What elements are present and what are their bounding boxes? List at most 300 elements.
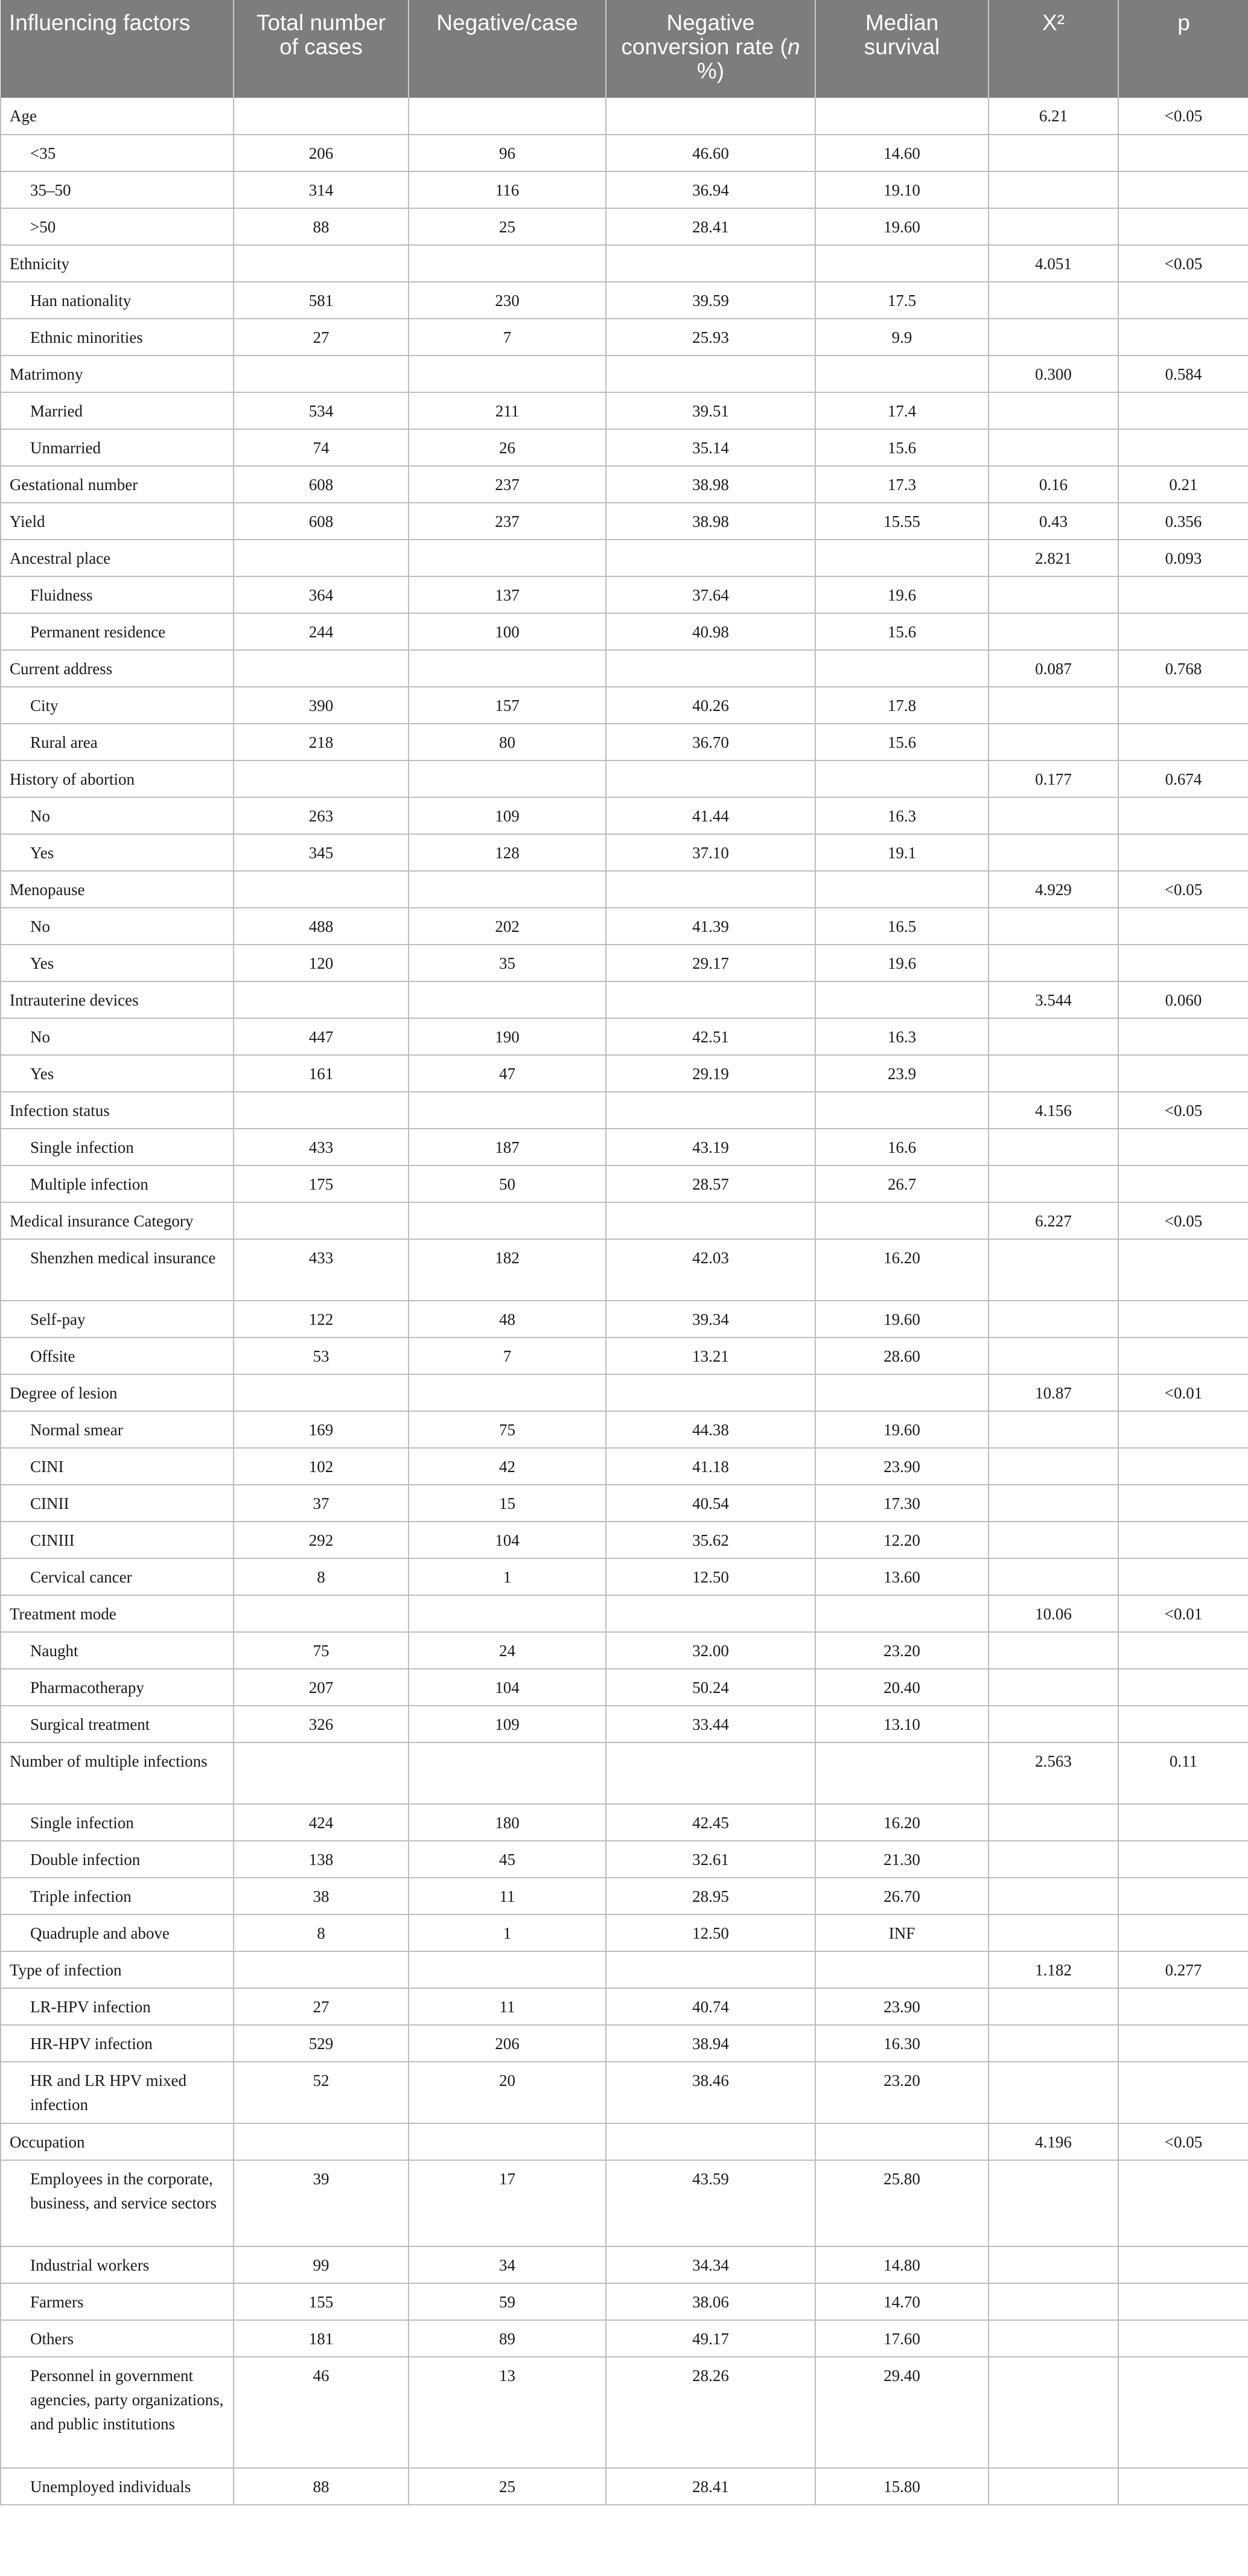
median-survival-cell: 17.8 bbox=[815, 687, 989, 724]
negative-case-cell: 104 bbox=[409, 1669, 606, 1706]
total-cases-cell: 364 bbox=[234, 576, 409, 613]
total-cases-cell: 218 bbox=[234, 724, 409, 760]
p-value-cell bbox=[1118, 834, 1248, 871]
table-row bbox=[1, 2320, 1248, 2357]
factor-cell: HR-HPV infection bbox=[1, 2025, 234, 2062]
p-value-cell bbox=[1118, 2357, 1248, 2468]
total-cases-cell: 46 bbox=[234, 2357, 409, 2468]
negative-case-cell: 211 bbox=[409, 392, 606, 429]
chi-square-cell bbox=[989, 687, 1118, 724]
p-value-cell bbox=[1118, 1632, 1248, 1669]
median-survival-cell: 16.3 bbox=[815, 1018, 989, 1055]
total-cases-cell: 8 bbox=[234, 1558, 409, 1595]
factor-cell: Han nationality bbox=[1, 282, 234, 319]
total-cases-cell: 534 bbox=[234, 392, 409, 429]
total-cases-cell: 155 bbox=[234, 2283, 409, 2320]
median-survival-cell: INF bbox=[815, 1914, 989, 1951]
chi-square-cell: 0.43 bbox=[989, 503, 1118, 540]
factor-cell: Fluidness bbox=[1, 576, 234, 613]
conversion-rate-cell: 39.51 bbox=[606, 392, 815, 429]
p-value-cell: <0.01 bbox=[1118, 1374, 1248, 1411]
chi-square-cell bbox=[989, 282, 1118, 319]
factor-cell: Multiple infection bbox=[1, 1165, 234, 1202]
factor-cell: Double infection bbox=[1, 1841, 234, 1878]
factor-cell: Offsite bbox=[1, 1337, 234, 1374]
table-row bbox=[1, 1411, 1248, 1448]
chi-square-cell bbox=[989, 1055, 1118, 1092]
total-cases-cell: 120 bbox=[234, 945, 409, 981]
chi-square-cell: 3.544 bbox=[989, 981, 1118, 1018]
factor-cell: No bbox=[1, 797, 234, 834]
total-cases-cell: 529 bbox=[234, 2025, 409, 2062]
factor-cell: Farmers bbox=[1, 2283, 234, 2320]
p-value-cell bbox=[1118, 908, 1248, 945]
header-row bbox=[1, 0, 1248, 98]
total-cases-cell bbox=[234, 1092, 409, 1129]
median-survival-cell: 19.60 bbox=[815, 208, 989, 245]
p-value-cell bbox=[1118, 1558, 1248, 1595]
chi-square-cell: 4.196 bbox=[989, 2123, 1118, 2160]
factor-cell: Yes bbox=[1, 834, 234, 871]
median-survival-cell: 16.20 bbox=[815, 1804, 989, 1841]
table-group-row bbox=[1, 871, 1248, 908]
negative-case-cell: 109 bbox=[409, 797, 606, 834]
table-row bbox=[1, 1337, 1248, 1374]
total-cases-cell: 53 bbox=[234, 1337, 409, 1374]
table-row bbox=[1, 2246, 1248, 2283]
table-group-row bbox=[1, 1374, 1248, 1411]
factor-cell: Rural area bbox=[1, 724, 234, 760]
p-value-cell bbox=[1118, 2246, 1248, 2283]
p-value-cell bbox=[1118, 1165, 1248, 1202]
total-cases-cell: 8 bbox=[234, 1914, 409, 1951]
total-cases-cell: 581 bbox=[234, 282, 409, 319]
chi-square-cell: 6.21 bbox=[989, 98, 1118, 135]
conversion-rate-cell: 41.44 bbox=[606, 797, 815, 834]
total-cases-cell bbox=[234, 1202, 409, 1239]
negative-case-cell: 42 bbox=[409, 1448, 606, 1485]
chi-square-cell bbox=[989, 1301, 1118, 1337]
chi-square-cell: 6.227 bbox=[989, 1202, 1118, 1239]
median-survival-cell bbox=[815, 355, 989, 392]
p-value-cell bbox=[1118, 1018, 1248, 1055]
factor-cell: CINIII bbox=[1, 1522, 234, 1558]
total-cases-cell: 74 bbox=[234, 429, 409, 466]
total-cases-cell: 161 bbox=[234, 1055, 409, 1092]
chi-square-cell bbox=[989, 2062, 1118, 2123]
conversion-rate-cell: 43.19 bbox=[606, 1129, 815, 1165]
conversion-rate-cell bbox=[606, 245, 815, 282]
median-survival-cell: 23.90 bbox=[815, 1988, 989, 2025]
p-value-cell bbox=[1118, 1988, 1248, 2025]
table-group-row bbox=[1, 981, 1248, 1018]
median-survival-cell bbox=[815, 1374, 989, 1411]
p-value-cell bbox=[1118, 1669, 1248, 1706]
median-survival-cell: 19.1 bbox=[815, 834, 989, 871]
p-value-cell: <0.05 bbox=[1118, 98, 1248, 135]
total-cases-cell: 292 bbox=[234, 1522, 409, 1558]
median-survival-cell bbox=[815, 540, 989, 576]
median-survival-cell: 19.10 bbox=[815, 171, 989, 208]
median-survival-cell: 15.80 bbox=[815, 2468, 989, 2505]
conversion-rate-cell: 25.93 bbox=[606, 319, 815, 355]
negative-case-cell: 48 bbox=[409, 1301, 606, 1337]
conversion-rate-cell: 38.06 bbox=[606, 2283, 815, 2320]
factor-cell: Ancestral place bbox=[1, 540, 234, 576]
median-survival-cell: 15.6 bbox=[815, 724, 989, 760]
factor-cell: No bbox=[1, 1018, 234, 1055]
p-value-cell: 0.060 bbox=[1118, 981, 1248, 1018]
median-survival-cell: 20.40 bbox=[815, 1669, 989, 1706]
total-cases-cell: 390 bbox=[234, 687, 409, 724]
total-cases-cell: 244 bbox=[234, 613, 409, 650]
total-cases-cell: 608 bbox=[234, 503, 409, 540]
table-row bbox=[1, 171, 1248, 208]
median-survival-cell: 29.40 bbox=[815, 2357, 989, 2468]
table-group-row bbox=[1, 650, 1248, 687]
table-row bbox=[1, 208, 1248, 245]
table-group-row bbox=[1, 355, 1248, 392]
conversion-rate-cell: 38.94 bbox=[606, 2025, 815, 2062]
factor-cell: Naught bbox=[1, 1632, 234, 1669]
conversion-rate-cell: 41.39 bbox=[606, 908, 815, 945]
p-value-cell bbox=[1118, 282, 1248, 319]
factor-cell: CINI bbox=[1, 1448, 234, 1485]
factor-cell: Yield bbox=[1, 503, 234, 540]
table-row bbox=[1, 724, 1248, 760]
negative-case-cell bbox=[409, 1951, 606, 1988]
negative-case-cell bbox=[409, 540, 606, 576]
median-survival-cell: 13.60 bbox=[815, 1558, 989, 1595]
median-survival-cell: 26.7 bbox=[815, 1165, 989, 1202]
median-survival-cell: 14.80 bbox=[815, 2246, 989, 2283]
table-group-row bbox=[1, 1595, 1248, 1632]
chi-square-cell bbox=[989, 1337, 1118, 1374]
negative-case-cell: 7 bbox=[409, 1337, 606, 1374]
header-influencing-factors: Influencing factors bbox=[1, 0, 234, 98]
total-cases-cell: 488 bbox=[234, 908, 409, 945]
table-row bbox=[1, 1988, 1248, 2025]
chi-square-cell: 2.563 bbox=[989, 1742, 1118, 1804]
negative-case-cell: 1 bbox=[409, 1558, 606, 1595]
conversion-rate-cell: 44.38 bbox=[606, 1411, 815, 1448]
p-value-cell bbox=[1118, 797, 1248, 834]
conversion-rate-cell bbox=[606, 540, 815, 576]
negative-case-cell: 137 bbox=[409, 576, 606, 613]
chi-square-cell bbox=[989, 1669, 1118, 1706]
p-value-cell bbox=[1118, 2468, 1248, 2505]
table-row bbox=[1, 319, 1248, 355]
conversion-rate-cell: 13.21 bbox=[606, 1337, 815, 1374]
total-cases-cell: 326 bbox=[234, 1706, 409, 1742]
p-value-cell: 0.356 bbox=[1118, 503, 1248, 540]
chi-square-cell bbox=[989, 1988, 1118, 2025]
negative-case-cell: 206 bbox=[409, 2025, 606, 2062]
chi-square-cell: 4.156 bbox=[989, 1092, 1118, 1129]
median-survival-cell: 17.4 bbox=[815, 392, 989, 429]
negative-case-cell: 20 bbox=[409, 2062, 606, 2123]
factor-cell: Treatment mode bbox=[1, 1595, 234, 1632]
negative-case-cell bbox=[409, 1595, 606, 1632]
chi-square-cell bbox=[989, 1804, 1118, 1841]
median-survival-cell: 17.5 bbox=[815, 282, 989, 319]
negative-case-cell: 1 bbox=[409, 1914, 606, 1951]
negative-case-cell bbox=[409, 1742, 606, 1804]
p-value-cell bbox=[1118, 1878, 1248, 1914]
negative-case-cell: 7 bbox=[409, 319, 606, 355]
negative-case-cell: 25 bbox=[409, 208, 606, 245]
factor-cell: Medical insurance Category bbox=[1, 1202, 234, 1239]
factor-cell: Single infection bbox=[1, 1804, 234, 1841]
factor-cell: Others bbox=[1, 2320, 234, 2357]
header-rate-n-symbol: n bbox=[788, 34, 800, 59]
p-value-cell: 0.674 bbox=[1118, 760, 1248, 797]
total-cases-cell: 314 bbox=[234, 171, 409, 208]
median-survival-cell bbox=[815, 98, 989, 135]
p-value-cell bbox=[1118, 208, 1248, 245]
table-group-row bbox=[1, 245, 1248, 282]
total-cases-cell: 39 bbox=[234, 2160, 409, 2246]
p-value-cell: <0.05 bbox=[1118, 1092, 1248, 1129]
factor-cell: <35 bbox=[1, 135, 234, 171]
median-survival-cell: 21.30 bbox=[815, 1841, 989, 1878]
median-survival-cell: 16.5 bbox=[815, 908, 989, 945]
total-cases-cell bbox=[234, 540, 409, 576]
factor-cell: Age bbox=[1, 98, 234, 135]
total-cases-cell: 263 bbox=[234, 797, 409, 834]
median-survival-cell: 26.70 bbox=[815, 1878, 989, 1914]
p-value-cell bbox=[1118, 135, 1248, 171]
negative-case-cell: 104 bbox=[409, 1522, 606, 1558]
table-row bbox=[1, 1448, 1248, 1485]
table-group-row bbox=[1, 98, 1248, 135]
chi-square-cell bbox=[989, 1018, 1118, 1055]
chi-square-cell bbox=[989, 319, 1118, 355]
factor-cell: Degree of lesion bbox=[1, 1374, 234, 1411]
negative-case-cell: 237 bbox=[409, 466, 606, 503]
table-row bbox=[1, 1018, 1248, 1055]
p-value-cell bbox=[1118, 1841, 1248, 1878]
chi-square-cell bbox=[989, 135, 1118, 171]
p-value-cell bbox=[1118, 2062, 1248, 2123]
negative-case-cell: 237 bbox=[409, 503, 606, 540]
chi-square-cell: 2.821 bbox=[989, 540, 1118, 576]
p-value-cell: <0.05 bbox=[1118, 871, 1248, 908]
chi-square-cell bbox=[989, 945, 1118, 981]
median-survival-cell bbox=[815, 1951, 989, 1988]
chi-square-cell bbox=[989, 1632, 1118, 1669]
p-value-cell bbox=[1118, 2025, 1248, 2062]
chi-square-cell bbox=[989, 2357, 1118, 2468]
conversion-rate-cell bbox=[606, 98, 815, 135]
table-row bbox=[1, 1632, 1248, 1669]
table-group-row bbox=[1, 760, 1248, 797]
median-survival-cell: 12.20 bbox=[815, 1522, 989, 1558]
conversion-rate-cell bbox=[606, 2123, 815, 2160]
table-group-row bbox=[1, 2123, 1248, 2160]
factor-cell: Permanent residence bbox=[1, 613, 234, 650]
header-negative-conversion-rate bbox=[606, 0, 815, 98]
table-row bbox=[1, 687, 1248, 724]
median-survival-cell bbox=[815, 981, 989, 1018]
chi-square-cell bbox=[989, 1239, 1118, 1301]
factor-cell: Pharmacotherapy bbox=[1, 1669, 234, 1706]
conversion-rate-cell bbox=[606, 355, 815, 392]
conversion-rate-cell: 38.98 bbox=[606, 503, 815, 540]
p-value-cell bbox=[1118, 171, 1248, 208]
p-value-cell: <0.01 bbox=[1118, 1595, 1248, 1632]
conversion-rate-cell: 28.95 bbox=[606, 1878, 815, 1914]
table-row bbox=[1, 1485, 1248, 1522]
conversion-rate-cell: 46.60 bbox=[606, 135, 815, 171]
table-row bbox=[1, 1239, 1248, 1301]
negative-case-cell bbox=[409, 650, 606, 687]
total-cases-cell bbox=[234, 98, 409, 135]
negative-case-cell: 50 bbox=[409, 1165, 606, 1202]
header-p-value: p bbox=[1118, 0, 1248, 98]
conversion-rate-cell: 28.57 bbox=[606, 1165, 815, 1202]
total-cases-cell bbox=[234, 1742, 409, 1804]
conversion-rate-cell: 35.14 bbox=[606, 429, 815, 466]
total-cases-cell bbox=[234, 355, 409, 392]
negative-case-cell bbox=[409, 1092, 606, 1129]
factor-cell: History of abortion bbox=[1, 760, 234, 797]
negative-case-cell: 230 bbox=[409, 282, 606, 319]
conversion-rate-cell bbox=[606, 1951, 815, 1988]
header-chi-square: X² bbox=[989, 0, 1118, 98]
negative-case-cell: 13 bbox=[409, 2357, 606, 2468]
total-cases-cell: 99 bbox=[234, 2246, 409, 2283]
median-survival-cell: 15.6 bbox=[815, 429, 989, 466]
table-group-row bbox=[1, 1092, 1248, 1129]
median-survival-cell bbox=[815, 1202, 989, 1239]
conversion-rate-cell: 38.46 bbox=[606, 2062, 815, 2123]
total-cases-cell: 169 bbox=[234, 1411, 409, 1448]
chi-square-cell bbox=[989, 1706, 1118, 1742]
negative-case-cell: 34 bbox=[409, 2246, 606, 2283]
factor-cell: Occupation bbox=[1, 2123, 234, 2160]
median-survival-cell bbox=[815, 1742, 989, 1804]
factor-cell: City bbox=[1, 687, 234, 724]
table-row bbox=[1, 2283, 1248, 2320]
conversion-rate-cell bbox=[606, 1742, 815, 1804]
conversion-rate-cell: 12.50 bbox=[606, 1914, 815, 1951]
conversion-rate-cell bbox=[606, 1092, 815, 1129]
negative-case-cell: 187 bbox=[409, 1129, 606, 1165]
total-cases-cell: 37 bbox=[234, 1485, 409, 1522]
table-row bbox=[1, 1914, 1248, 1951]
table-row bbox=[1, 2357, 1248, 2468]
conversion-rate-cell bbox=[606, 871, 815, 908]
factor-cell: Infection status bbox=[1, 1092, 234, 1129]
total-cases-cell bbox=[234, 981, 409, 1018]
chi-square-cell bbox=[989, 1485, 1118, 1522]
total-cases-cell: 52 bbox=[234, 2062, 409, 2123]
table-row bbox=[1, 2468, 1248, 2505]
factor-cell: Triple infection bbox=[1, 1878, 234, 1914]
factor-cell: Quadruple and above bbox=[1, 1914, 234, 1951]
table-row bbox=[1, 945, 1248, 981]
factor-cell: Cervical cancer bbox=[1, 1558, 234, 1595]
header-rate-text: Negative conversion rate (n %) bbox=[621, 10, 800, 83]
p-value-cell bbox=[1118, 724, 1248, 760]
table-row bbox=[1, 613, 1248, 650]
chi-square-cell bbox=[989, 1448, 1118, 1485]
factor-cell: LR-HPV infection bbox=[1, 1988, 234, 2025]
chi-square-cell: 0.300 bbox=[989, 355, 1118, 392]
table-row bbox=[1, 1558, 1248, 1595]
factor-cell: Surgical treatment bbox=[1, 1706, 234, 1742]
conversion-rate-cell bbox=[606, 1202, 815, 1239]
total-cases-cell bbox=[234, 871, 409, 908]
median-survival-cell: 28.60 bbox=[815, 1337, 989, 1374]
total-cases-cell bbox=[234, 650, 409, 687]
total-cases-cell: 138 bbox=[234, 1841, 409, 1878]
factor-cell: 35–50 bbox=[1, 171, 234, 208]
total-cases-cell bbox=[234, 1374, 409, 1411]
header-total-cases: Total number of cases bbox=[234, 0, 409, 98]
total-cases-cell: 424 bbox=[234, 1804, 409, 1841]
negative-case-cell: 24 bbox=[409, 1632, 606, 1669]
negative-case-cell: 11 bbox=[409, 1988, 606, 2025]
p-value-cell bbox=[1118, 1804, 1248, 1841]
negative-case-cell: 15 bbox=[409, 1485, 606, 1522]
chi-square-cell bbox=[989, 1841, 1118, 1878]
conversion-rate-cell: 43.59 bbox=[606, 2160, 815, 2246]
median-survival-cell: 15.55 bbox=[815, 503, 989, 540]
negative-case-cell: 26 bbox=[409, 429, 606, 466]
chi-square-cell bbox=[989, 429, 1118, 466]
negative-case-cell bbox=[409, 871, 606, 908]
factor-cell: Normal smear bbox=[1, 1411, 234, 1448]
negative-case-cell bbox=[409, 245, 606, 282]
conversion-rate-cell: 39.34 bbox=[606, 1301, 815, 1337]
chi-square-cell bbox=[989, 1165, 1118, 1202]
negative-case-cell bbox=[409, 981, 606, 1018]
factor-cell: No bbox=[1, 908, 234, 945]
p-value-cell bbox=[1118, 1914, 1248, 1951]
negative-case-cell: 89 bbox=[409, 2320, 606, 2357]
total-cases-cell: 88 bbox=[234, 208, 409, 245]
conversion-rate-cell: 28.41 bbox=[606, 208, 815, 245]
conversion-rate-cell: 36.94 bbox=[606, 171, 815, 208]
table-group-row bbox=[1, 503, 1248, 540]
p-value-cell: 0.584 bbox=[1118, 355, 1248, 392]
chi-square-cell: 4.929 bbox=[989, 871, 1118, 908]
conversion-rate-cell: 12.50 bbox=[606, 1558, 815, 1595]
median-survival-cell: 17.30 bbox=[815, 1485, 989, 1522]
total-cases-cell: 433 bbox=[234, 1239, 409, 1301]
table-row bbox=[1, 1706, 1248, 1742]
table-group-row bbox=[1, 1951, 1248, 1988]
conversion-rate-cell: 33.44 bbox=[606, 1706, 815, 1742]
negative-case-cell: 182 bbox=[409, 1239, 606, 1301]
table-row bbox=[1, 2025, 1248, 2062]
median-survival-cell: 19.60 bbox=[815, 1411, 989, 1448]
chi-square-cell: 0.087 bbox=[989, 650, 1118, 687]
total-cases-cell: 27 bbox=[234, 319, 409, 355]
conversion-rate-cell: 42.03 bbox=[606, 1239, 815, 1301]
factor-cell: CINII bbox=[1, 1485, 234, 1522]
conversion-rate-cell bbox=[606, 1595, 815, 1632]
conversion-rate-cell bbox=[606, 650, 815, 687]
factor-cell: Personnel in government agencies, party organizations, and public institutions bbox=[1, 2357, 234, 2468]
chi-square-cell bbox=[989, 1558, 1118, 1595]
negative-case-cell: 128 bbox=[409, 834, 606, 871]
chi-square-cell bbox=[989, 392, 1118, 429]
table-row bbox=[1, 797, 1248, 834]
median-survival-cell bbox=[815, 2123, 989, 2160]
